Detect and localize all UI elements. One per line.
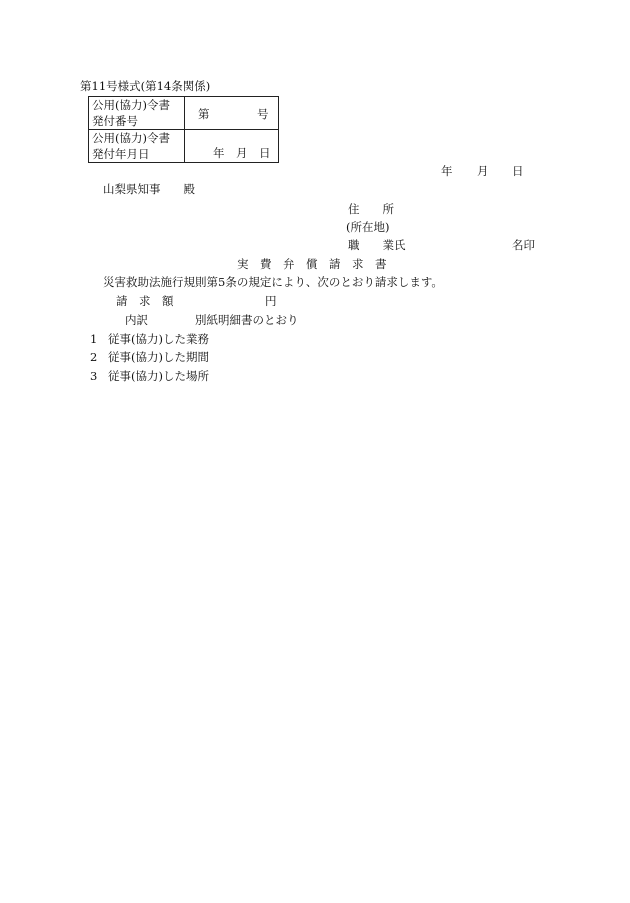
breakdown-label: 内訳 — [125, 313, 148, 327]
issue-number-field — [185, 97, 279, 130]
breakdown-value: 別紙明細書のとおり — [195, 313, 299, 327]
table-row — [89, 97, 279, 130]
addressee: 山梨県知事 殿 — [103, 182, 195, 196]
issue-number-label: 公用(協力)令書 発付番号 — [89, 97, 185, 130]
issue-number-go: 号 — [257, 107, 269, 121]
location-label: (所在地) — [346, 220, 390, 234]
issue-date-field — [185, 130, 279, 163]
list-item-number: 1 — [90, 332, 98, 346]
occupation-name-label: 職 業氏 — [348, 238, 406, 252]
date-hi: 日 — [512, 164, 524, 178]
table-row — [89, 130, 279, 163]
issue-date-nen: 年 — [213, 146, 225, 160]
address-label: 住 所 — [348, 202, 394, 216]
date-tsuki: 月 — [477, 164, 489, 178]
intro-text: 災害救助法施行規則第5条の規定により、次のとおり請求します。 — [103, 275, 443, 289]
issue-date-hi: 日 — [259, 146, 271, 160]
list-item: 従事(協力)した業務 — [108, 332, 209, 346]
list-item: 従事(協力)した期間 — [108, 350, 209, 364]
issue-date-label: 公用(協力)令書 発付年月日 — [89, 130, 185, 163]
claim-label: 請 求 額 — [116, 294, 174, 308]
issue-number-table — [88, 96, 279, 163]
list-item: 従事(協力)した場所 — [108, 369, 209, 383]
document-title: 実 費 弁 償 請 求 書 — [237, 257, 387, 271]
seal-label: 名印 — [512, 238, 535, 252]
issue-number-dai: 第 — [198, 107, 210, 121]
claim-unit: 円 — [265, 294, 277, 308]
list-item-number: 2 — [90, 350, 98, 364]
date-nen: 年 — [441, 164, 453, 178]
form-title: 第11号様式(第14条関係) — [80, 79, 211, 93]
issue-date-tsuki: 月 — [236, 146, 248, 160]
list-item-number: 3 — [90, 369, 98, 383]
